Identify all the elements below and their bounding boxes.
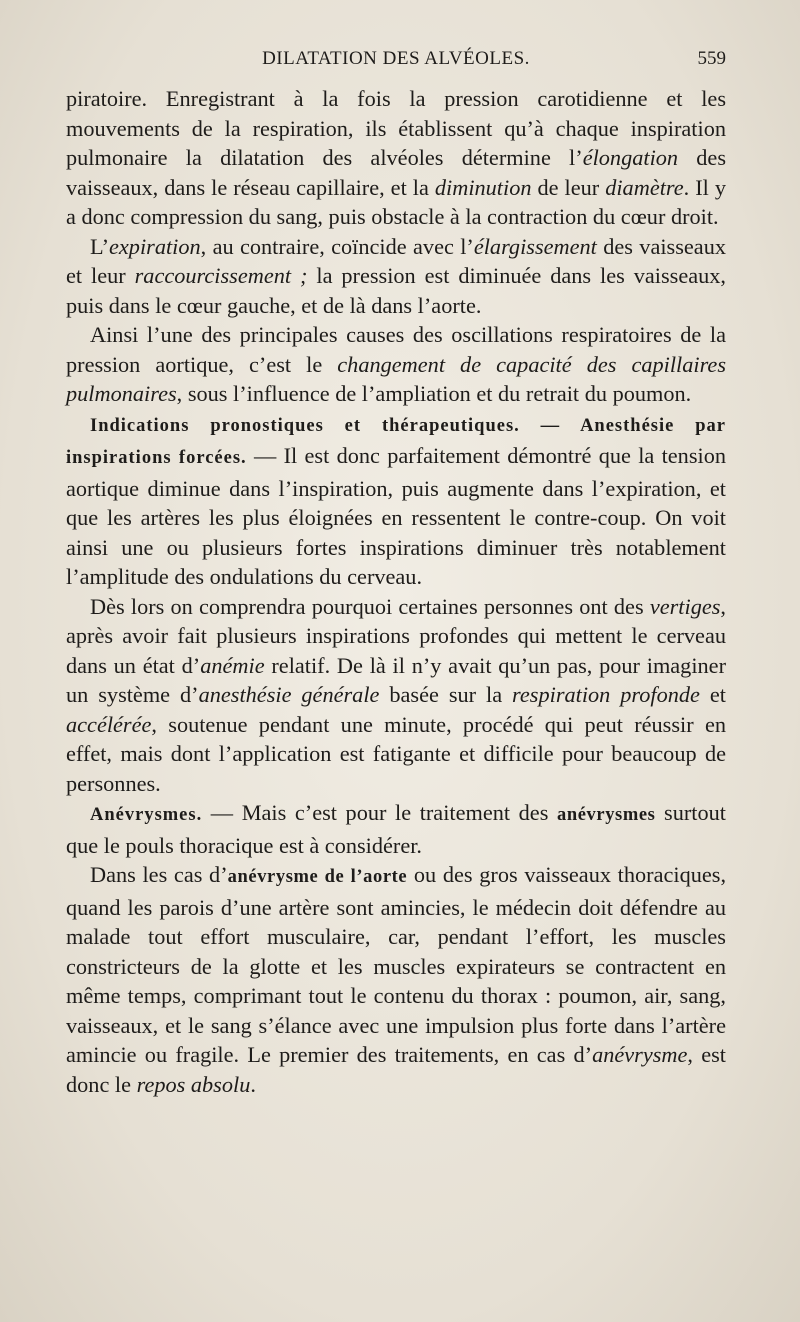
text-run: L’ [90, 233, 109, 259]
text-run: des vaisseaux, dans le réseau capillaire, et la [66, 145, 726, 200]
body-text [66, 84, 726, 1099]
text-run: Dès lors on comprendra pourquoi certaines personnes ont des [90, 593, 650, 619]
paragraph-4 [66, 409, 726, 592]
text-run: la pression est diminuée dans les vaisseaux, puis dans le cœur gauche, et de là dans l’aorte. [66, 263, 727, 318]
italic-term: respiration profonde [512, 682, 700, 707]
italic-term: diamètre [605, 174, 684, 200]
bold-term: anévrysme de l’aorte [227, 867, 408, 887]
text-run: surtout que le pouls thoracique est à considérer. [66, 800, 726, 858]
italic-term: anémie [200, 652, 265, 678]
text-run: Dans les cas d’ [90, 862, 228, 887]
italic-term: repos absolu [136, 1071, 251, 1097]
section-heading: Indications pronostiques et thérapeutiques. — Anesthésie par inspirations forcées. [66, 415, 726, 468]
text-run: relatif. De là il n’y avait qu’un pas, pour imaginer un système d’ [66, 652, 726, 707]
text-run: des vaisseaux et leur [66, 233, 726, 288]
italic-term: diminution [434, 174, 532, 200]
paragraph-2 [66, 232, 726, 321]
text-run: Ainsi l’une des principales causes des oscillations respiratoires de la pression aortique, c’est le [66, 322, 726, 377]
italic-term: élongation [582, 145, 679, 170]
text-run: et [699, 682, 726, 707]
text-run: ou des gros vaisseaux thoraciques, quand les parois d’une artère sont amincies, le médecin doit défendre au malade tout effort musculaire, car, pendant l’effort, les muscles constricteurs de la glotte et les muscles expirateurs se contractent en même temps, comprimant tout le contenu du thorax : poumon, air, sang, vaisseaux, et le sang s’élance avec une impulsion plus forte dans l’artère amincie ou fragile. Le premier des traitements, en cas d’ [66, 862, 727, 1067]
running-title: DILATATION DES ALVÉOLES. [262, 48, 530, 69]
text-run: , après avoir fait plusieurs inspirations profondes qui mettent le cerveau dans un état d’ [66, 593, 726, 678]
section-heading: Anévrysmes. [90, 805, 203, 825]
italic-term: raccourcissement ; [134, 263, 308, 288]
italic-term: élargissement [473, 233, 597, 259]
text-run: , est donc le [66, 1042, 726, 1097]
paragraph-5 [66, 592, 726, 799]
italic-term: accélérée [66, 711, 152, 737]
text-run: , sous l’influence de l’ampliation et du retrait du poumon. [176, 381, 692, 406]
page-header [66, 48, 726, 76]
text-run: de leur [531, 174, 606, 200]
text-run: — Il est donc parfaitement démontré que la tension aortique diminue dans l’inspiration, puis augmente dans l’expiration, et que les artères les plus éloignées en ressentent le contre-coup. On voit ainsi une ou plusieurs fortes inspirations diminuer très notablement l’amplitude des ondulations du cerveau. [66, 443, 727, 589]
italic-term: anesthésie générale [198, 682, 380, 707]
paragraph-6 [66, 798, 726, 860]
italic-term: changement de capacité des capillaires pulmonaires [66, 351, 726, 406]
paragraph-7 [66, 860, 726, 1099]
italic-term: expiration [109, 233, 201, 259]
text-run: . Il y a donc compression du sang, puis obstacle à la contraction du cœur droit. [66, 174, 727, 229]
italic-term: anévrysme [592, 1042, 688, 1067]
text-run: . [250, 1071, 256, 1097]
text-run: , au contraire, coïncide avec l’ [200, 233, 474, 259]
text-run: basée sur la [379, 682, 513, 707]
paragraph-1 [66, 84, 726, 232]
text-run: piratoire. Enregistrant à la fois la pression carotidienne et les mouvements de la respiration, ils établissent qu’à chaque inspiration pulmonaire la dilatation des alvéoles détermine l’ [66, 86, 726, 170]
italic-term: vertiges [649, 593, 721, 619]
text-run: — Mais c’est pour le traitement des [202, 800, 557, 825]
page-number: 559 [697, 48, 726, 69]
paragraph-3 [66, 320, 726, 409]
text-run: , soutenue pendant une minute, procédé qui peut réussir en effet, mais dont l’application est fatigante et difficile pour beaucoup de personnes. [66, 711, 726, 796]
bold-term: anévrysmes [556, 805, 656, 825]
